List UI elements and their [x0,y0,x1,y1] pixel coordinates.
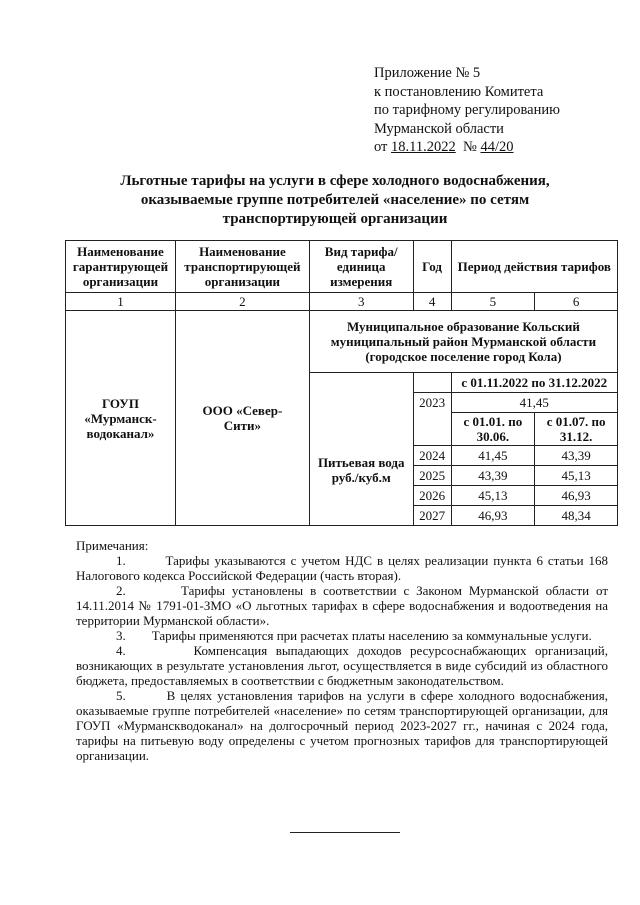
h2-value-cell: 45,13 [535,466,618,486]
h2-value-cell: 43,39 [535,446,618,466]
year-cell: 2024 [413,446,451,466]
year-cell: 2025 [413,466,451,486]
municipality-row [66,311,618,373]
note-item: 5. В целях установления тарифов на услуги в сфере холодного водоснабжения, оказываемые группе потребителей «население» по сетям транспортирующей организации, для ГОУП «Мурманскводоканал» на долгосрочный период 2023-2027 гг., начиная с 2024 года, тарифы на питьевую воду определены с учетом прогнозных тарифов для транспортирующей организации. [76,688,612,763]
tariff-type-cell: Питьевая вода руб./куб.м [309,373,413,526]
empty-year-cell [413,373,451,393]
year-cell: 2026 [413,486,451,506]
document-title [70,172,600,229]
col-number: 5 [451,293,535,311]
title-line: оказываемые группе потребителей «население» по сетям [140,192,530,208]
header-year: Год [413,241,451,293]
h2-value-cell: 48,34 [535,506,618,526]
notes-heading: Примечания: [76,538,149,553]
header-period: Период действия тарифов [451,241,617,293]
column-number-row [66,293,618,311]
appendix-line: Приложение № 5 [374,65,481,81]
header-row [66,241,618,293]
municipality-cell: Муниципальное образование Кольский муниципальный район Мурманской области (городское поселение город Кола) [309,311,617,373]
year-cell: 2027 [413,506,451,526]
tariff-table [65,240,618,526]
appendix-block [374,64,614,157]
transporter-cell: ООО «Север-Сити» [175,311,309,526]
decree-number: 44/20 [480,139,514,155]
header-transporter: Наименование транспортирующей организации [175,241,309,293]
note-item: 1. Тарифы указываются с учетом НДС в целях реализации пункта 6 статьи 168 Налогового кодекса Российской Федерации (часть вторая). [76,553,612,583]
col-number: 1 [66,293,176,311]
appendix-line: к постановлению Комитета [374,83,544,100]
closing-rule [290,832,400,833]
h1-value-cell: 41,45 [451,446,535,466]
decree-date: 18.11.2022 [391,139,456,155]
h1-value-cell: 45,13 [451,486,535,506]
notes-section [76,538,612,763]
h2-value-cell: 46,93 [535,486,618,506]
col-number: 4 [413,293,451,311]
guarantor-cell: ГОУП «Мурманск-водоканал» [66,311,176,526]
year-2023-cell: 2023 [413,393,451,446]
title-line: Льготные тарифы на услуги в сфере холодного водоснабжения, [120,173,550,189]
period-2022-cell: с 01.11.2022 по 31.12.2022 [451,373,617,393]
note-item: 2. Тарифы установлены в соответствии с Законом Мурманской области от 14.11.2014 № 1791-01-ЗМО «О льготных тарифах в сфере водоснабжения и водоотведения на территории Мурманской области». [76,583,612,628]
h1-value-cell: 43,39 [451,466,535,486]
appendix-line: по тарифному регулированию [374,102,560,118]
appendix-line: Мурманской области [374,120,504,137]
title-line: транспортирующей организации [222,211,448,227]
half2-header: с 01.07. по 31.12. [535,413,618,446]
header-tariff-type: Вид тарифа/ единица измерения [309,241,413,293]
half1-header: с 01.01. по 30.06. [451,413,535,446]
h1-value-cell: 46,93 [451,506,535,526]
col-number: 2 [175,293,309,311]
header-guarantor: Наименование гарантирующей организации [66,241,176,293]
col-number: 3 [309,293,413,311]
appendix-date-line [374,138,614,157]
note-item: 4. Компенсация выпадающих доходов ресурсоснабжающих организаций, возникающих в результате установления льгот, осуществляется в виде субсидий из областного бюджета, предоставляемых в соответствии с бюджетным законодательством. [76,643,612,688]
note-item: 3. Тарифы применяются при расчетах платы населению за коммунальные услуги. [116,628,592,643]
date-prefix: от [374,139,392,155]
col-number: 6 [535,293,618,311]
value-2023-cell: 41,45 [451,393,617,413]
number-prefix: № [455,139,481,155]
